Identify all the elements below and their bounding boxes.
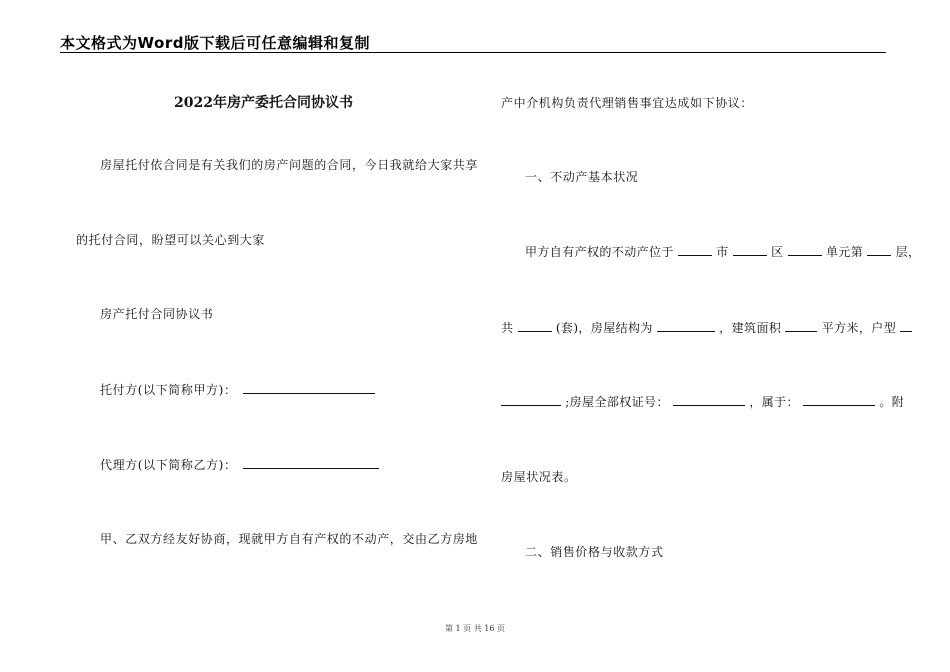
area-blank-size <box>785 319 817 332</box>
cert-blank-owner <box>803 393 875 406</box>
area-text-c: ，建筑面积 <box>719 321 782 335</box>
property-certificate-line <box>501 393 904 410</box>
location-blank-district <box>733 243 767 256</box>
property-location-line <box>525 243 920 260</box>
contract-title: 2022年房产委托合同协议书 <box>174 95 353 111</box>
party-a-label: 托付方(以下简称甲方)： <box>100 383 237 397</box>
agreement-paragraph-continuation: 产中介机构负责代理销售事宜达成如下协议： <box>501 96 754 110</box>
location-text-c: 区 <box>771 245 784 259</box>
cert-blank-number <box>673 393 745 406</box>
header-divider <box>60 52 886 53</box>
party-b-line <box>100 456 379 473</box>
property-status-line: 房屋状况表。 <box>501 470 577 484</box>
location-blank-floor <box>867 243 891 256</box>
party-a-blank <box>243 381 375 394</box>
agreement-paragraph-line-1: 甲、乙双方经友好协商，现就甲方自有产权的不动产，交由乙方房地 <box>100 532 479 546</box>
party-b-label: 代理方(以下简称乙方)： <box>100 458 237 472</box>
location-text-b: 市 <box>716 245 729 259</box>
area-text-a: 共 <box>501 321 514 335</box>
section-1-heading: 一、不动产基本状况 <box>525 170 639 184</box>
location-blank-city <box>678 243 712 256</box>
cert-text-a: ;房屋全部权证号： <box>565 395 669 409</box>
area-text-d: 平方米，户型 <box>821 321 897 335</box>
area-text-b: (套)，房屋结构为 <box>555 321 653 335</box>
property-area-line <box>501 319 912 336</box>
location-text-e: 层， <box>895 245 921 259</box>
area-blank-structure <box>657 319 715 332</box>
document-header-title: 本文格式为Word版下载后可任意编辑和复制 <box>60 34 370 52</box>
cert-text-b: ，属于： <box>749 395 799 409</box>
location-blank-unit <box>788 243 822 256</box>
cert-blank-layout <box>501 393 561 406</box>
intro-paragraph-line-1: 房屋托付依合同是有关我们的房产问题的合同，今日我就给大家共享 <box>100 158 479 172</box>
party-b-blank <box>243 456 379 469</box>
cert-text-c: 。附 <box>879 395 905 409</box>
area-blank-units <box>518 319 552 332</box>
location-text-d: 单元第 <box>825 245 864 259</box>
section-2-heading: 二、销售价格与收款方式 <box>525 545 664 559</box>
area-blank-layout <box>900 319 912 332</box>
contract-subtitle: 房产托付合同协议书 <box>100 307 214 321</box>
location-text-a: 甲方自有产权的不动产位于 <box>525 245 674 259</box>
intro-paragraph-line-2: 的托付合同，盼望可以关心到大家 <box>76 233 266 247</box>
page-number: 第 1 页 共 16 页 <box>445 624 505 633</box>
party-a-line <box>100 381 375 398</box>
